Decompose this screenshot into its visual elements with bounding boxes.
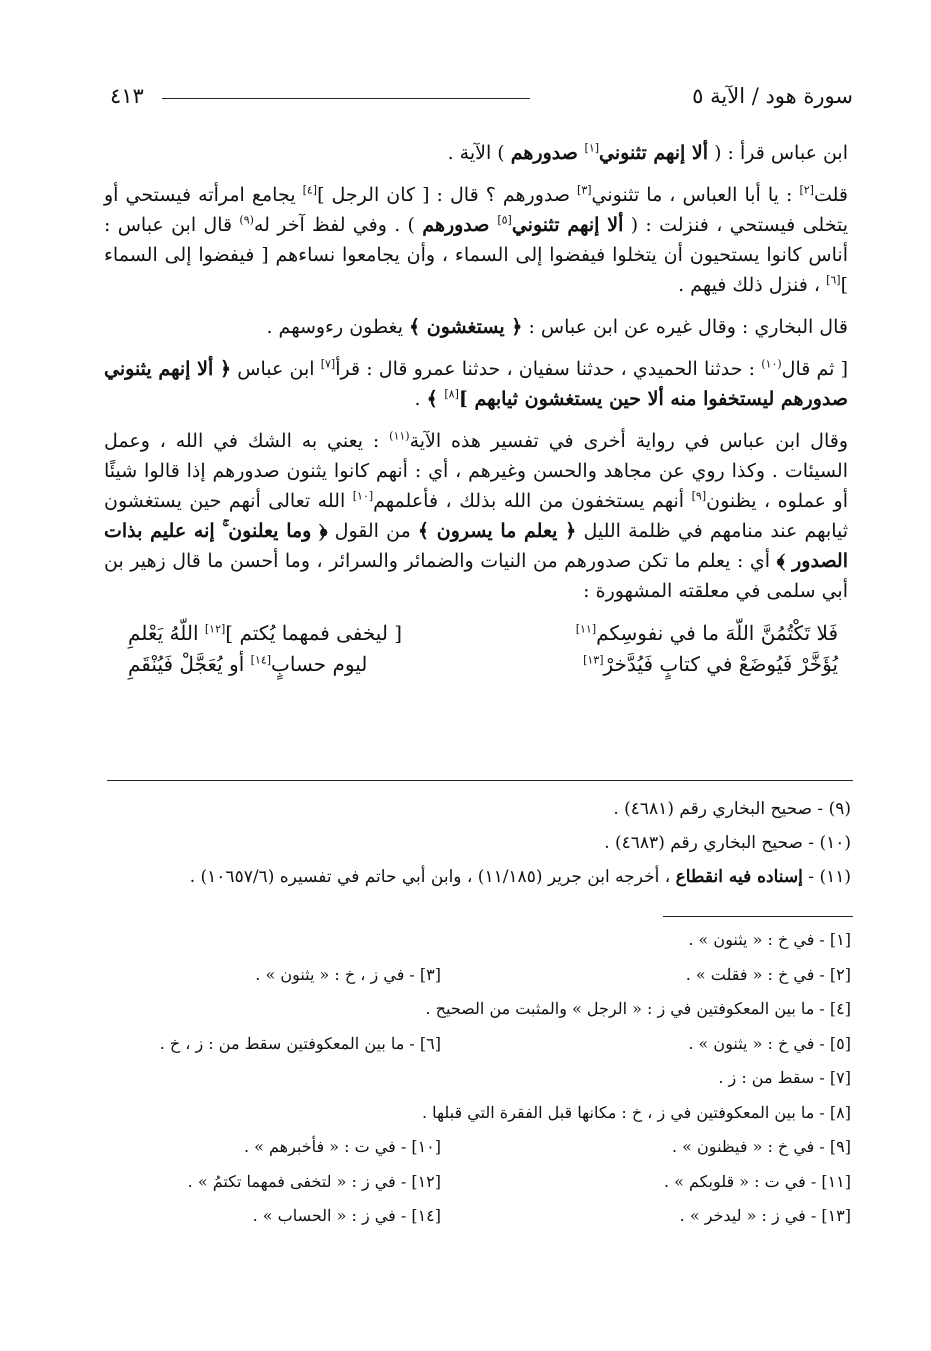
paragraph-4: [ ثم قال$^{(١٠)}$ : حدثنا الحميدي ، حدثنا سفيان ، حدثنا عمرو قال : قرأ[٧] ابن عباس ﴿ ألا إنهم يثنوني صدورهم ليستخفوا منه ألا حين يستغشون ثيابهم ][٨] ﴾ . xyxy=(104,357,849,410)
manuscript-variants xyxy=(91,930,851,1241)
variant-row: [٢] - في خ : « فقلت » . [٣] - في ز ، خ : « يثنون » . xyxy=(255,964,851,984)
variant-ref: [٦] xyxy=(826,273,841,287)
surah-verse-title: سورة هود / الآية ٥ xyxy=(692,84,853,108)
variant-ref: [٩] xyxy=(691,489,707,503)
variant-ref: [١٠] xyxy=(352,489,374,503)
quran-quote: ألا إنهم تثنوني xyxy=(599,142,709,164)
variant-row: [٩] - في خ : « فيظنون » . [١٠] - في ت : « فأخبرهم » . xyxy=(243,1137,851,1156)
poem-verse xyxy=(104,618,848,680)
quran-quote: ﴿ ألا إنهم يثنوني صدورهم ليستخفوا منه ألا حين يستغشون ثيابهم ] xyxy=(104,358,848,410)
variant-row: [١١] - في ت : « قلوبكم » . [١٢] - في ز : « لتخفى فمهما تكتمُ » . xyxy=(187,1171,851,1191)
paragraph-2: قلت[٢] : يا أبا العباس ، ما تثنوني[٣] صدورهم ؟ قال : [ كان الرجل ][٤] يجامع امرأته فيستحي أو يتخلى فيستحي ، فنزلت : ( ألا إنهم تثنوني[٥] صدورهم ) . وفي لفظ آخر له$^{(٩)}$ قال ابن عباس : أناس كانوا يستحيون أن يتخلوا فيفضوا إلى السماء ، وأن يجامعوا نساءهم [ فيفضوا إلى السماء ][٦] ، فنزل ذلك فيهم . xyxy=(104,183,848,296)
variant-row: [١] - في خ : « يثنون » . xyxy=(688,930,851,949)
poem-hemistich: فَلا تَكْتُمُنَّ اللّهَ ما في نفوسِكم[١١] xyxy=(575,621,838,645)
running-header xyxy=(110,84,853,114)
variant-ref: [٣] xyxy=(577,183,592,197)
variant-ref: [١] xyxy=(584,141,600,155)
footnote-ref: (١١) xyxy=(389,429,410,443)
variant-row: [٧] - سقط من : ز . xyxy=(718,1068,851,1087)
poem-hemistich: ليوم حسابٍ[١٤] أو يُعَجَّلْ فَيُنْقَمِ xyxy=(128,652,368,676)
poem-hemistich: يُؤَخَّرْ فَيُوضَعْ في كتابٍ فَيُدَّخرْ[١٣] xyxy=(583,652,838,676)
footnote: (١٠) - صحيح البخاري رقم (٤٦٨٣) . xyxy=(604,833,851,853)
variant-row: [٨] - ما بين المعكوفتين في ز ، خ : مكانها قبل الفقرة التي قبلها . xyxy=(421,1102,851,1122)
variant-row: [١٣] - في ز : « ليدخر » . [١٤] - في ز : « الحساب » . xyxy=(252,1206,851,1225)
variant-ref: [٢] xyxy=(799,183,814,197)
paragraph-5: وقال ابن عباس في رواية أخرى في تفسير هذه الآية$^{(١١)}$ : يعني به الشك في الله ، وعمل السيئات . وكذا روي عن مجاهد والحسن وغيرهم ، أي : أنهم كانوا يثنون صدورهم إذا قالوا شيئًا أو عملوه ، يظنون[٩] أنهم يستخفون من الله بذلك ، فأعلمهم[١٠] الله تعالى أنهم حين يستغشون ثيابهم عند منامهم في ظلمة الليل ﴿ يعلم ما يسرون ﴾ من القول ﴿ وما يعلنون ۚ إنه عليم بذات الصدور ﴾ أي : يعلم ما تكن صدورهم من النيات والضمائر والسرائر ، وما أحسن ما قال زهير بن أبي سلمى في معلقته المشهورة : xyxy=(104,429,849,602)
paragraph-3: قال البخاري : وقال غيره عن ابن عباس : ﴿ يستغشون ﴾ يغطون رءوسهم . xyxy=(266,316,848,338)
variant-row: [٤] - ما بين المعكوفتين في ز : « الرجل » والمثبت من الصحيح . xyxy=(425,999,851,1018)
quran-quote: ألا إنهم تثنوني xyxy=(511,214,624,236)
footnote-divider xyxy=(107,780,853,781)
poem-hemistich: [ ليخفى فمهما يُكتم ][١٢] اللّهُ يَعْلمِ xyxy=(128,621,403,645)
header-rule xyxy=(162,98,530,99)
variant-ref: [٨] xyxy=(444,387,459,401)
poem-line-1 xyxy=(104,618,848,648)
variant-ref: [٥] xyxy=(497,213,512,227)
variant-ref: [٤] xyxy=(302,183,318,197)
footnote-ref: (٩) xyxy=(239,213,254,227)
variants-divider xyxy=(663,916,853,917)
quran-quote: ﴿ يستغشون ﴾ xyxy=(409,316,523,338)
variant-row: [٥] - في خ : « يثنون » . [٦] - ما بين المعكوفتين سقط من : ز ، خ . xyxy=(159,1033,851,1053)
variant-ref: [٧] xyxy=(320,357,336,371)
quran-quote: ﴿ يعلم ما يسرون ﴾ xyxy=(417,520,577,542)
footnote: (١١) - إسناده فيه انقطاع ، أخرجه ابن جرير (١١/١٨٥) ، وابن أبي حاتم في تفسيره (١٠٦٥٧/٦) . xyxy=(189,867,851,887)
footnote: (٩) - صحيح البخاري رقم (٤٦٨١) . xyxy=(613,799,851,819)
footnote-ref: (١٠) xyxy=(761,357,782,371)
main-text xyxy=(104,138,848,688)
footnotes xyxy=(105,792,851,894)
page-number: ٤١٣ xyxy=(110,84,144,108)
paragraph-1: ابن عباس قرأ : ( ألا إنهم تثنوني[١] صدورهم ) الآية . xyxy=(447,141,848,164)
quran-quote: ﴿ وما يعلنون ۚ إنه عليم بذات الصدور ﴾ xyxy=(104,520,848,572)
poem-line-2 xyxy=(104,649,848,679)
